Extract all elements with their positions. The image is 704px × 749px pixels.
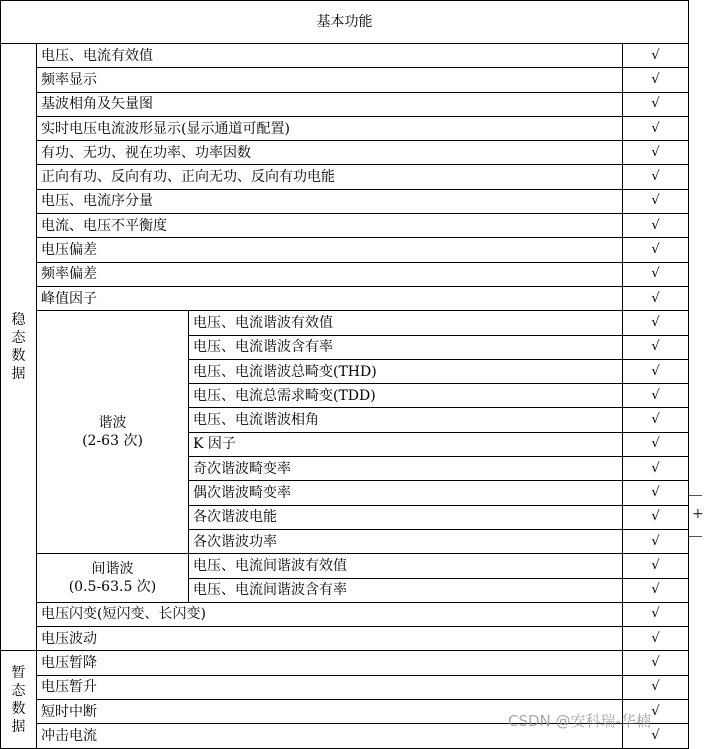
check-mark: √ <box>623 675 689 699</box>
feature-label: 奇次谐波畸变率 <box>189 457 623 481</box>
check-mark: √ <box>623 384 689 408</box>
table-row <box>1 68 689 92</box>
table-row <box>1 165 689 189</box>
harmonics-group-label: 谐波 (2-63 次) <box>37 311 189 554</box>
feature-label: 频率偏差 <box>37 262 623 286</box>
table-row <box>1 651 689 675</box>
check-mark: √ <box>623 68 689 92</box>
plus-icon: + <box>692 506 704 522</box>
table-row <box>1 262 689 286</box>
check-mark: √ <box>623 602 689 626</box>
check-mark: √ <box>623 286 689 310</box>
feature-label: 各次谐波电能 <box>189 505 623 529</box>
check-mark: √ <box>623 359 689 383</box>
check-mark: √ <box>623 92 689 116</box>
feature-label: 正向有功、反向有功、正向无功、反向有功电能 <box>37 165 623 189</box>
table-row <box>1 116 689 140</box>
feature-label: 电压暂降 <box>37 651 623 675</box>
csdn-watermark: CSDN @安科瑞-华楠 <box>508 712 651 730</box>
table-row <box>1 627 689 651</box>
check-mark: √ <box>623 724 689 748</box>
feature-label: 有功、无功、视在功率、功率因数 <box>37 141 623 165</box>
category-transient: 暂 态 数 据 <box>1 651 37 748</box>
feature-label: 实时电压电流波形显示(显示通道可配置) <box>37 116 623 140</box>
feature-label: 电压闪变(短闪变、长闪变) <box>37 602 623 626</box>
feature-label: 峰值因子 <box>37 286 623 310</box>
table-row <box>1 44 689 68</box>
table-row <box>1 189 689 213</box>
check-mark: √ <box>623 457 689 481</box>
check-mark: √ <box>623 165 689 189</box>
feature-label: 电流、电压不平衡度 <box>37 214 623 238</box>
category-steady-state: 稳 态 数 据 <box>1 44 37 651</box>
check-mark: √ <box>623 651 689 675</box>
check-mark: √ <box>623 44 689 68</box>
table-row <box>1 92 689 116</box>
feature-label: 电压、电流间谐波有效值 <box>189 554 623 578</box>
table-row <box>1 554 689 578</box>
table-row <box>1 602 689 626</box>
feature-label: 基波相角及矢量图 <box>37 92 623 116</box>
table-row <box>1 675 689 699</box>
table-row <box>1 141 689 165</box>
check-mark: √ <box>623 141 689 165</box>
feature-label: 电压、电流谐波有效值 <box>189 311 623 335</box>
feature-label: 电压暂升 <box>37 675 623 699</box>
feature-label: 短时中断 <box>37 700 623 724</box>
table-header-row <box>1 1 689 44</box>
feature-label: 电压、电流间谐波含有率 <box>189 578 623 602</box>
check-mark: √ <box>623 189 689 213</box>
check-mark: √ <box>623 408 689 432</box>
feature-label: 电压、电流谐波含有率 <box>189 335 623 359</box>
check-mark: √ <box>623 335 689 359</box>
feature-label: 偶次谐波畸变率 <box>189 481 623 505</box>
feature-label: 冲击电流 <box>37 724 623 748</box>
check-mark: √ <box>623 238 689 262</box>
check-mark: √ <box>623 311 689 335</box>
check-mark: √ <box>623 554 689 578</box>
table-row <box>1 214 689 238</box>
check-mark: √ <box>623 432 689 456</box>
feature-label: 各次谐波功率 <box>189 529 623 553</box>
check-mark: √ <box>623 627 689 651</box>
feature-label: 频率显示 <box>37 68 623 92</box>
feature-label: 电压偏差 <box>37 238 623 262</box>
feature-label: 电压波动 <box>37 627 623 651</box>
table-title: 基本功能 <box>1 1 689 44</box>
check-mark: √ <box>623 262 689 286</box>
feature-label: 电压、电流序分量 <box>37 189 623 213</box>
table-row <box>1 238 689 262</box>
table-row <box>1 311 689 335</box>
feature-label: 电压、电流谐波总畸变(THD) <box>189 359 623 383</box>
check-mark: √ <box>623 116 689 140</box>
feature-label: 电压、电流谐波相角 <box>189 408 623 432</box>
feature-label: 电压、电流总需求畸变(TDD) <box>189 384 623 408</box>
check-mark: √ <box>623 578 689 602</box>
check-mark: √ <box>623 700 689 724</box>
check-mark: √ <box>623 481 689 505</box>
feature-label: K 因子 <box>189 432 623 456</box>
check-mark: √ <box>623 214 689 238</box>
check-mark: √ <box>623 529 689 553</box>
feature-label: 电压、电流有效值 <box>37 44 623 68</box>
table-row <box>1 286 689 310</box>
interharmonics-group-label: 间谐波 (0.5-63.5 次) <box>37 554 189 603</box>
check-mark: √ <box>623 505 689 529</box>
